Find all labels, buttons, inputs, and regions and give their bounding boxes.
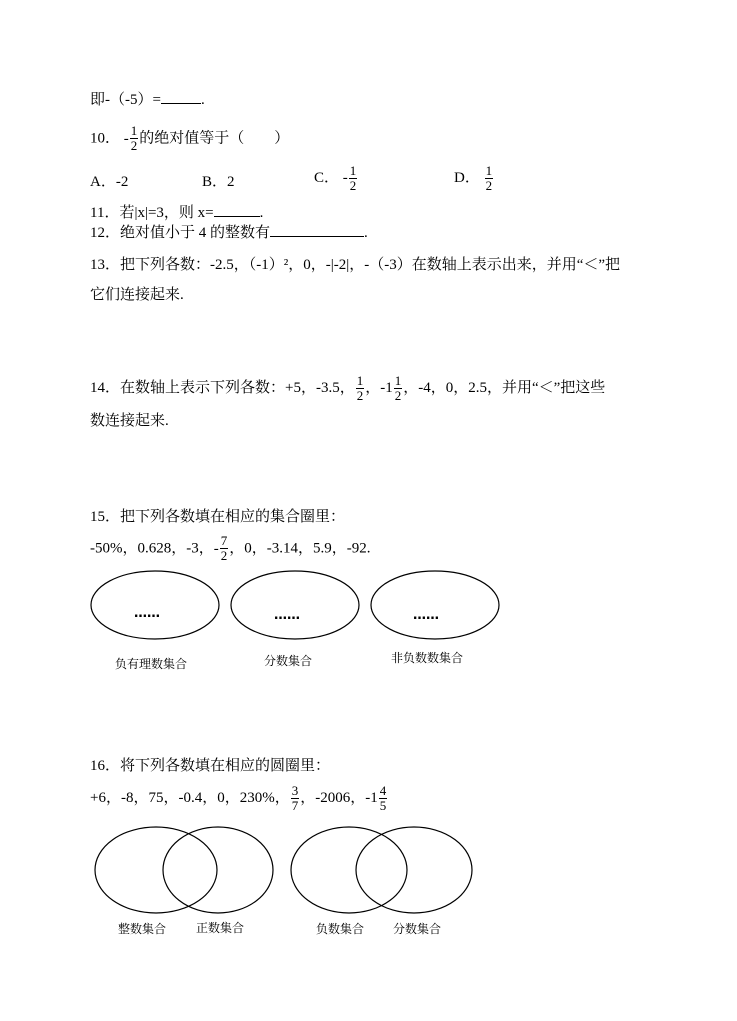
set-ellipse-nonnegative[interactable]: [371, 571, 499, 639]
label-positive-set: 正数集合: [196, 921, 245, 935]
question-12: 12．绝对值小于 4 的整数有 .: [90, 225, 368, 241]
answer-line-neg-neg-5: 即-（-5）= .: [90, 92, 205, 108]
option-b[interactable]: B．2: [202, 174, 235, 190]
answer-text: 即-（-5）=: [90, 92, 161, 108]
question-15-numbers: -50%，0.628，-3， - $\frac{7}{2}$ ，0，-3.14，5.9，-92.: [90, 533, 371, 563]
question-14-line2: 数连接起来.: [90, 413, 169, 429]
circle-positive-set[interactable]: [163, 827, 273, 913]
question-14-line1: 14．在数轴上表示下列各数：+5，-3.5， $\frac{1}{2}$ ，-1 $\frac{1}{2}$ ，-4，0，2.5，并用“＜”把这些: [90, 373, 606, 403]
question-16-numbers: +6，-8，75，-0.4，0，230%， $\frac{3}{7}$ ，-2006，-1 $\frac{4}{5}$: [90, 783, 387, 813]
option-a[interactable]: A．-2: [90, 174, 129, 190]
question-13-line1: 13．把下列各数：-2.5，（-1）²，0，-|-2|，-（-3）在数轴上表示出来，并用“＜”把: [90, 257, 621, 273]
question-13-line2: 它们连接起来.: [90, 287, 184, 303]
question-15-title: 15．把下列各数填在相应的集合圈里：: [90, 509, 346, 525]
circle-integer-set[interactable]: [95, 827, 217, 913]
question-16-title: 16．将下列各数填在相应的圆圈里：: [90, 758, 331, 774]
fraction-neg-half: - $\frac{1}{2}$: [123, 123, 138, 153]
question-10: 10． - $\frac{1}{2}$ 的绝对值等于（ ）: [90, 123, 290, 153]
set-ellipse-fraction[interactable]: [231, 571, 359, 639]
label-fraction-set: 分数集合: [264, 654, 313, 668]
set-ellipse-negative-rational[interactable]: [91, 571, 219, 639]
label-negative-rational-set: 负有理数集合: [115, 657, 188, 671]
option-d[interactable]: D． $\frac{1}{2}$: [454, 163, 493, 193]
circle-fraction-set[interactable]: [356, 827, 472, 913]
circle-negative-set[interactable]: [291, 827, 407, 913]
ellipsis-3: ……: [413, 608, 439, 623]
label-nonnegative-set: 非负数数集合: [391, 651, 464, 665]
ellipsis-2: ……: [274, 608, 300, 623]
ellipsis-1: ……: [134, 606, 160, 621]
label-negative-set: 负数集合: [316, 922, 365, 936]
label-integer-set: 整数集合: [118, 922, 167, 936]
label-fraction-set-16: 分数集合: [393, 922, 442, 936]
option-c[interactable]: C． - $\frac{1}{2}$: [314, 163, 357, 193]
question-11: 11．若|x|=3，则 x= .: [90, 205, 264, 221]
